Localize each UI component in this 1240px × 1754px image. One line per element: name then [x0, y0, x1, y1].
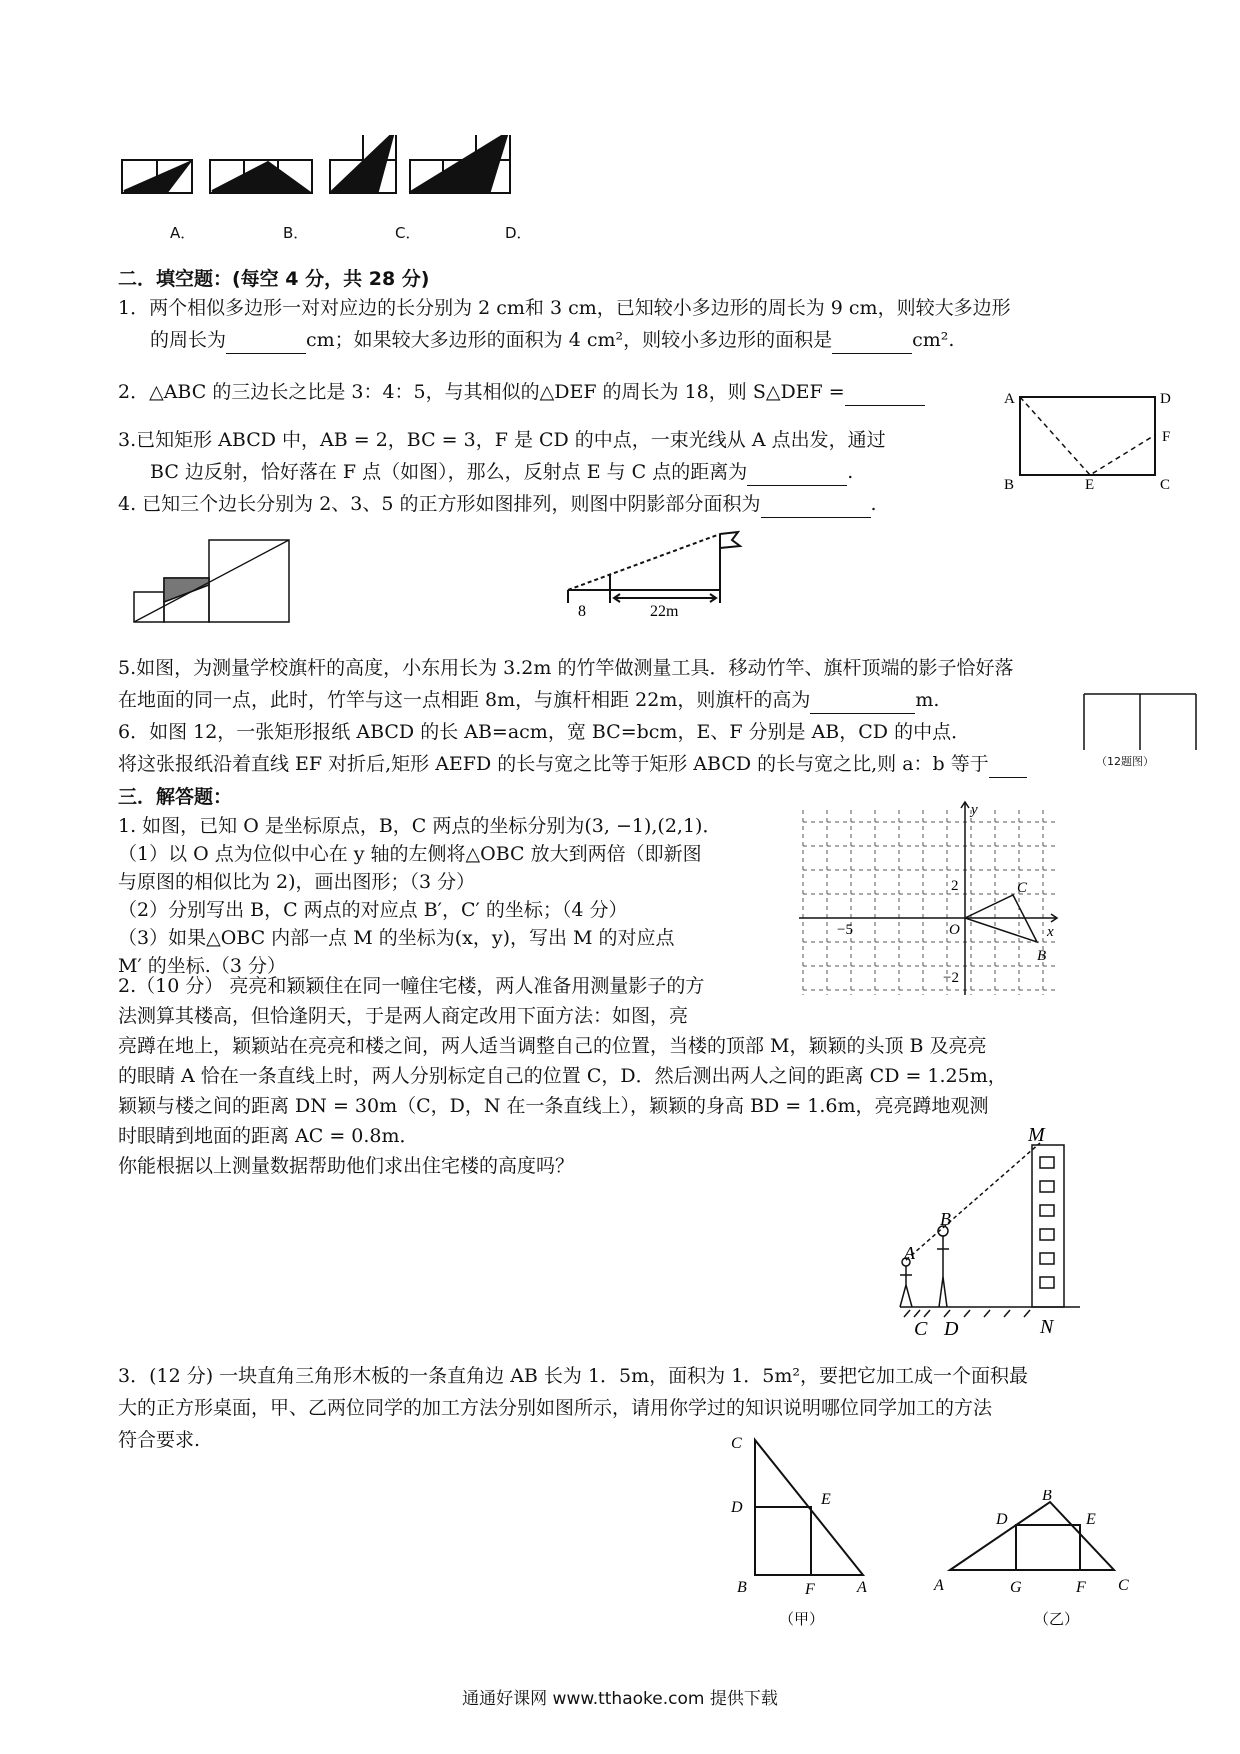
p3-line2: 大的正方形桌面，甲、乙两位同学的加工方法分别如图所示，请用你学过的知识说明哪位同学加工的方法	[118, 1397, 993, 1419]
yi-label-e: E	[1086, 1511, 1096, 1528]
three-squares-figure	[130, 530, 320, 630]
p2-line3: 亮蹲在地上，颖颖站在亮亮和楼之间，两人适当调整自己的位置，当楼的顶部 M，颖颖的头顶 B 及亮亮	[118, 1035, 987, 1057]
point-b-label: B	[1037, 948, 1047, 964]
label-a: A	[904, 1243, 915, 1263]
q2-blank[interactable]	[845, 383, 925, 406]
q6-line2: 将这张报纸沿着直线 EF 对折后,矩形 AEFD 的长与宽之比等于矩形 ABCD 的长与宽之比,则 a：b 等于	[118, 750, 1027, 778]
label-a: A	[1004, 391, 1015, 407]
label-d: D	[1160, 391, 1171, 407]
triangle-figure-jia	[725, 1430, 895, 1640]
coordinate-grid-figure	[795, 800, 1065, 1000]
axis-x-label: x	[1047, 924, 1054, 940]
jia-label-a: A	[857, 1579, 867, 1596]
q1-blank-2[interactable]	[832, 331, 912, 354]
yi-label-a: A	[934, 1577, 944, 1594]
p1-line6: M′ 的坐标.（3 分）	[118, 955, 286, 977]
label-e: E	[1085, 477, 1095, 490]
yi-label-g: G	[1010, 1579, 1022, 1596]
q5-line1: 5.如图，为测量学校旗杆的高度，小东用长为 3.2m 的竹竿做测量工具．移动竹竿、旗杆顶端的影子恰好落	[118, 657, 1014, 679]
q1-line1: 1．两个相似多边形一对对应边的长分别为 2 cm和 3 cm，已知较小多边形的周长为 9 cm，则较大多边形	[118, 297, 1011, 319]
label-b: B	[1004, 477, 1015, 490]
label-d: D	[944, 1318, 959, 1340]
p2-line6: 时眼睛到地面的距离 AC = 0.8m．	[118, 1125, 419, 1147]
page-footer: 通通好课网 www.tthaoke.com 提供下载	[462, 1689, 778, 1709]
building-measurement-figure	[890, 1125, 1090, 1340]
label-f: F	[1162, 429, 1171, 445]
p2-line1: 2.（10 分） 亮亮和颖颖住在同一幢住宅楼，两人准备用测量影子的方	[118, 975, 705, 997]
q1-blank-1[interactable]	[226, 331, 306, 354]
option-d-label: D．	[505, 224, 532, 242]
p3-line3: 符合要求.	[118, 1429, 201, 1451]
q6-fig-caption: （12题图）	[1096, 755, 1154, 768]
q3-line1: 3.已知矩形 ABCD 中，AB = 2，BC = 3，F 是 CD 的中点，一束光线从 A 点出发，通过	[118, 429, 886, 451]
q5-line2: 在地面的同一点，此时，竹竿与这一点相距 8m，与旗杆相距 22m，则旗杆的高为 m.	[118, 686, 939, 714]
tick-2: 2	[951, 878, 959, 894]
p3-line1: 3．(12 分) 一块直角三角形木板的一条直角边 AB 长为 1．5m，面积为 1．5m²，要把它加工成一个面积最	[118, 1365, 1029, 1387]
q3-blank[interactable]	[747, 463, 847, 486]
q2-line: 2．△ABC 的三边长之比是 3：4：5，与其相似的△DEF 的周长为 18，则 S△DEF =	[118, 378, 925, 406]
flag-label-right: 22m	[650, 603, 679, 620]
yi-label-b: B	[1042, 1490, 1052, 1504]
jia-label-c: C	[731, 1435, 742, 1452]
q1-line2: 的周长为 cm；如果较大多边形的面积为 4 cm²，则较小多边形的面积是 cm².	[150, 326, 954, 354]
label-m: M	[1028, 1125, 1045, 1146]
p2-line4: 的眼睛 A 恰在一条直线上时，两人分别标定自己的位置 C，D．然后测出两人之间的距离 CD = 1.25m，	[118, 1065, 1007, 1087]
q6-line1: 6．如图 12，一张矩形报纸 ABCD 的长 AB=acm，宽 BC=bcm，E、F 分别是 AB，CD 的中点．	[118, 721, 971, 743]
p1-line2: （1）以 O 点为位似中心在 y 轴的左侧将△OBC 放大到两倍（即新图	[118, 843, 702, 865]
yi-caption: （乙）	[1034, 1612, 1080, 1628]
tick-neg5: −5	[837, 922, 853, 938]
jia-caption: （甲）	[779, 1612, 825, 1628]
option-b-label: B．	[283, 224, 309, 242]
flag-label-left: 8	[578, 603, 586, 620]
flagpole-shadow-figure	[560, 528, 760, 628]
jia-label-f: F	[805, 1581, 815, 1598]
q5-blank[interactable]	[810, 691, 915, 714]
p1-line1: 1. 如图，已知 O 是坐标原点，B，C 两点的坐标分别为(3, −1),(2,1)．	[118, 815, 722, 837]
option-c-label: C．	[395, 224, 421, 242]
option-a-label: A．	[170, 224, 196, 242]
label-c: C	[914, 1318, 928, 1340]
p2-line5: 颖颖与楼之间的距离 DN = 30m（C，D，N 在一条直线上），颖颖的身高 BD = 1.6m，亮亮蹲地观测	[118, 1095, 989, 1117]
label-c: C	[1160, 477, 1171, 490]
origin-label: O	[949, 922, 960, 938]
q6-blank[interactable]	[989, 755, 1027, 778]
label-n: N	[1040, 1316, 1054, 1338]
p1-line5: （3）如果△OBC 内部一点 M 的坐标为(x，y)，写出 M 的对应点	[118, 927, 675, 949]
section-2-title: 二．填空题：(每空 4 分，共 28 分)	[118, 268, 430, 290]
section-3-title: 三．解答题：	[118, 786, 233, 808]
yi-label-c: C	[1118, 1577, 1129, 1594]
q3-line2: BC 边反射，恰好落在 F 点（如图），那么，反射点 E 与 C 点的距离为 .	[150, 458, 853, 486]
p2-line7: 你能根据以上测量数据帮助他们求出住宅楼的高度吗？	[118, 1155, 575, 1177]
axis-y-label: y	[971, 802, 978, 818]
p1-line4: （2）分别写出 B，C 两点的对应点 B′，C′ 的坐标；（4 分）	[118, 899, 628, 921]
jia-label-e: E	[821, 1491, 831, 1508]
yi-label-d: D	[996, 1511, 1008, 1528]
q4-blank[interactable]	[761, 495, 871, 518]
tick-neg2: −2	[943, 970, 959, 986]
jia-label-d: D	[731, 1499, 743, 1516]
q4-line: 4. 已知三个边长分别为 2、3、5 的正方形如图排列，则图中阴影部分面积为 .	[118, 490, 877, 518]
jia-label-b: B	[737, 1579, 747, 1596]
triangle-figure-yi	[930, 1490, 1150, 1630]
p1-line3: 与原图的相似比为 2)，画出图形；（3 分）	[118, 871, 476, 893]
rectangle-reflection-figure	[990, 385, 1190, 490]
p2-line2: 法测算其楼高，但恰逢阴天，于是两人商定改用下面方法：如图，亮	[118, 1005, 689, 1027]
label-b: B	[940, 1209, 951, 1229]
point-c-label: C	[1017, 880, 1028, 896]
yi-label-f: F	[1076, 1579, 1086, 1596]
